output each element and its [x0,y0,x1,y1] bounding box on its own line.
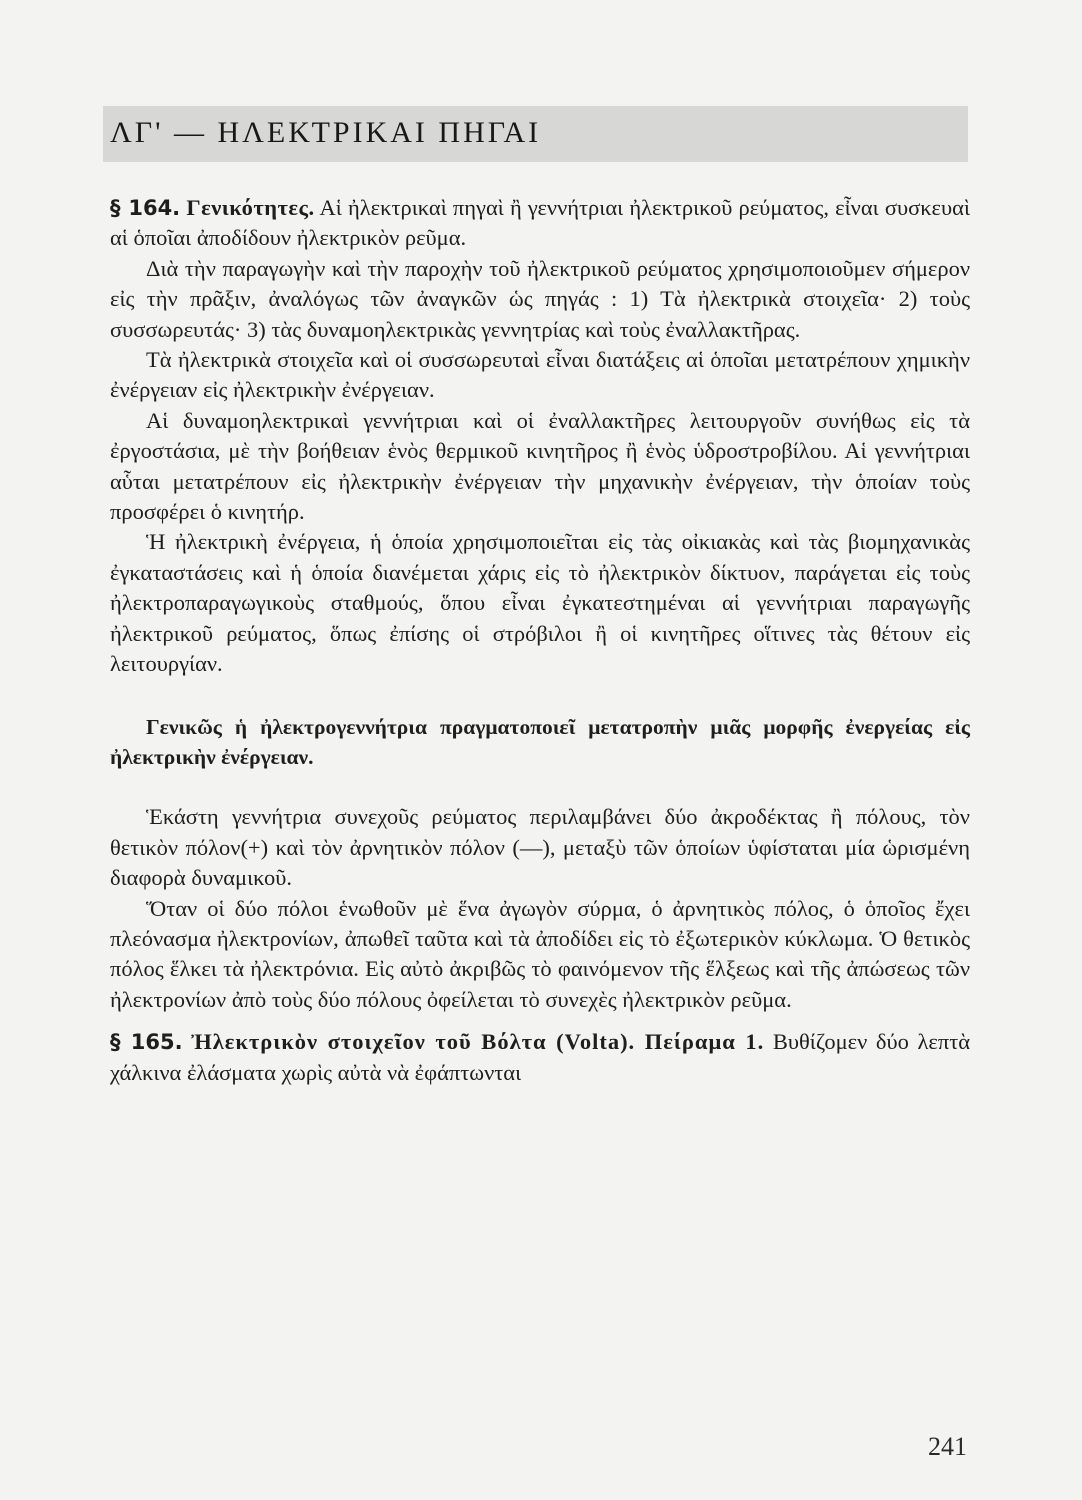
paragraph-cells: Τὰ ἠλεκτρικὰ στοιχεῖα καὶ οἱ συσσωρευταὶ εἶναι διατάξεις αἱ ὁποῖαι μετατρέπουν χημικὴν ἐνέργειαν εἰς ἠλεκτρικὴν ἐνέργειαν. [110,347,970,403]
chapter-title: ΛΓ' — ΗΛΕΚΤΡΙΚΑΙ ΠΗΓΑΙ [110,116,542,149]
paragraph-dynamos: Αἱ δυναμοηλεκτρικαὶ γεννήτριαι καὶ οἱ ἐναλλακτῆρες λειτουργοῦν συνήθως εἰς τὰ ἐργοστάσια, μὲ τὴν βοήθειαν ἑνὸς θερμικοῦ κινητῆρος ἢ ἑνὸς ὑδροστροβίλου. Αἱ γεννήτριαι αὗται μετατρέπουν εἰς ἠλεκτρικὴν ἐνέργειαν τὴν μηχανικὴν ἐνέργειαν, τὴν ὁποίαν τοὺς προσφέρει ὁ κινητήρ. [110,407,970,525]
section-164-title: Γενικότητες. [186,195,315,220]
page-body [110,193,970,1088]
paragraph-poles: Ἑκάστη γεννήτρια συνεχοῦς ρεύματος περιλαμβάνει δύο ἀκροδέκτας ἢ πόλους, τὸν θετικὸν πόλον(+) καὶ τὸν ἀρνητικὸν πόλον (—), μεταξὺ τῶν ὁποίων ὑφίσταται μία ὡρισμένη διαφορὰ δυναμικοῦ. [110,804,970,891]
section-165-title: Ἠλεκτρικὸν στοιχεῖον τοῦ Βόλτα (Volta). Πείραμα 1. [191,1029,765,1055]
section-164-intro-text: Αἱ ἠλεκτρικαὶ πηγαὶ ἢ γεννήτριαι ἠλεκτρικοῦ ρεύματος, εἶναι συσκευαὶ αἱ ὁποῖαι ἀποδίδουν ἠλεκτρικὸν ρεῦμα. [110,195,970,251]
paragraph-electrons: Ὅταν οἱ δύο πόλοι ἑνωθοῦν μὲ ἕνα ἀγωγὸν σύρμα, ὁ ἀρνητικὸς πόλος, ὁ ὁποῖος ἔχει πλεόνασμα ἠλεκτρονίων, ἀπωθεῖ ταῦτα καὶ τὰ ἀποδίδει εἰς τὸ ἐξωτερικὸν κύκλωμα. Ὁ θετικὸς πόλος ἕλκει τὰ ἠλεκτρόνια. Εἰς αὐτὸ ἀκριβῶς τὸ φαινόμενον τῆς ἕλξεως καὶ τῆς ἀπώσεως τῶν ἠλεκτρονίων ἀπὸ τοὺς δύο πόλους ὀφείλεται τὸ συνεχὲς ἠλεκτρικὸν ρεῦμα. [110,895,970,1012]
paragraph-164-intro [110,193,970,254]
emphasis-statement: Γενικῶς ἡ ἠλεκτρογεννήτρια πραγματοποιεῖ μετατροπὴν μιᾶς μορφῆς ἐνεργείας εἰς ἠλεκτρικὴν ἐνέργειαν. [110,714,970,769]
section-165-number: § 165. [110,1030,183,1055]
page-number: 241 [928,1432,967,1461]
paragraph-sources-list: Διὰ τὴν παραγωγὴν καὶ τὴν παροχὴν τοῦ ἠλεκτρικοῦ ρεύματος χρησιμοποιοῦμεν σήμερον εἰς τὴν πρᾶξιν, ἀναλόγως τῶν ἀναγκῶν ὡς πηγάς : 1) Τὰ ἠλεκτρικὰ στοιχεῖα· 2) τοὺς συσσωρευτάς· 3) τὰς δυναμοηλεκτρικὰς γεννητρίας καὶ τοὺς ἐναλλακτῆρας. [110,255,970,342]
paragraph-165-intro [110,1027,970,1088]
section-165-text: Βυθίζομεν δύο λεπτὰ χάλκινα ἐλάσματα χωρὶς αὐτὰ νὰ ἐφάπτωνται [110,1029,971,1085]
section-164-number: § 164. [110,196,181,220]
paragraph-electric-energy: Ἡ ἠλεκτρικὴ ἐνέργεια, ἡ ὁποία χρησιμοποιεῖται εἰς τὰς οἰκιακὰς καὶ τὰς βιομηχανικὰς ἐγκαταστάσεις καὶ ἡ ὁποία διανέμεται χάρις εἰς τὸ ἠλεκτρικὸν δίκτυον, παράγεται εἰς τοὺς ἠλεκτροπαραγωγικοὺς σταθμούς, ὅπου εἶναι ἐγκατεστημέναι αἱ γεννήτριαι παραγωγῆς ἠλεκτρικοῦ ρεύματος, ὅπως ἐπίσης οἱ στρόβιλοι ἢ οἱ κινητῆρες οἵτινες τὰς θέτουν εἰς λειτουργίαν. [110,529,970,677]
